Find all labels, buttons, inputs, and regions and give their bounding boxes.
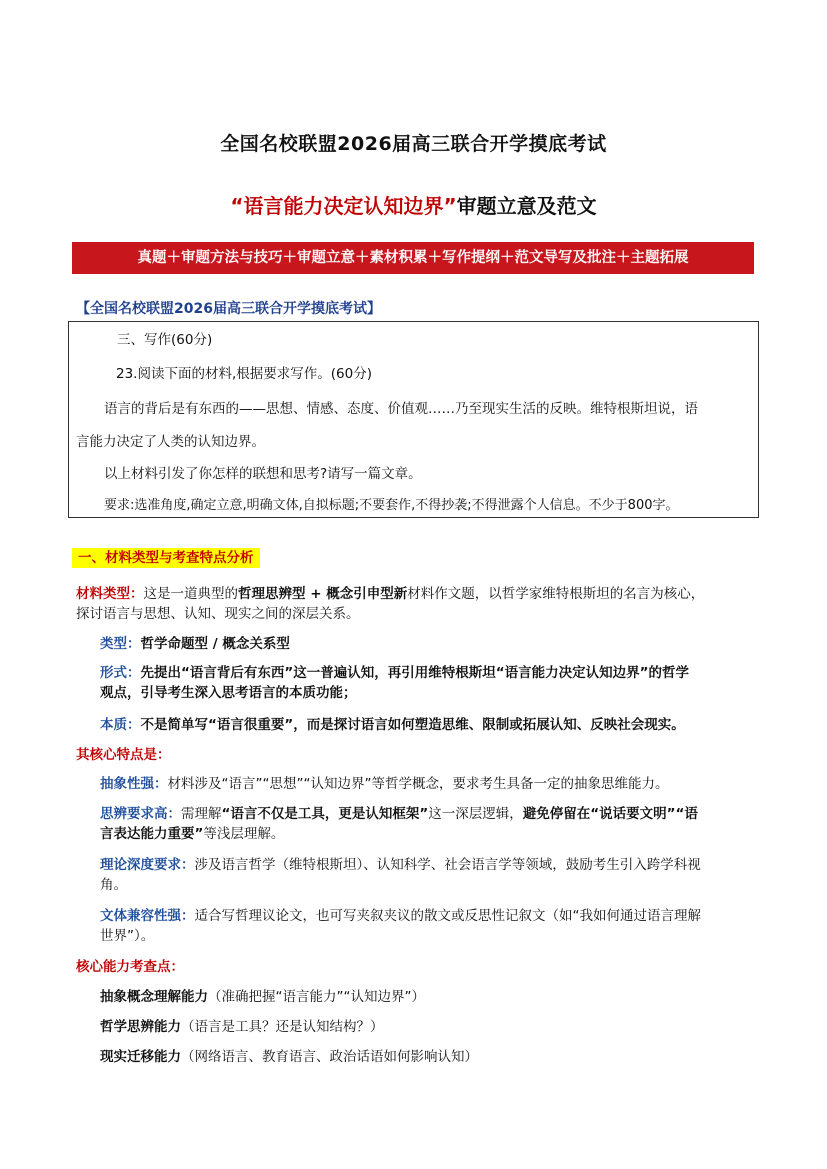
debate-text-a: 需理解: [181, 806, 222, 822]
theory-line2: 角。: [100, 877, 127, 893]
material-type-line1: [76, 584, 704, 604]
genre-line2: 世界”）。: [100, 928, 155, 944]
ability-2-label: 哲学思辨能力: [100, 1019, 181, 1035]
ability-2-text: （语言是工具？还是认知结构？）: [181, 1019, 384, 1035]
ability-item-3: [100, 1047, 478, 1067]
form-label: 形式：: [100, 665, 141, 681]
source-heading: 【全国名校联盟2026届高三联合开学摸底考试】: [76, 301, 381, 317]
material-line-1: 语言的背后是有东西的——思想、情感、态度、价值观……乃至现实生活的反映。维特根斯坦说，语: [104, 401, 698, 417]
debate-bold-2: 避免停留在“说话要文明”“语: [522, 806, 698, 822]
debate-bold-3: 言表达能力重要”: [100, 826, 204, 842]
question-ask: 以上材料引发了你怎样的联想和思考?请写一篇文章。: [104, 466, 422, 482]
form-line2: 观点，引导考生深入思考语言的本质功能；: [100, 685, 357, 701]
kind-line: [100, 634, 290, 654]
question-requirements: 要求:选准角度,确定立意,明确文体,自拟标题;不要套作,不得抄袭;不得泄露个人信息。不少于800字。: [104, 498, 679, 513]
material-type-text-a: 这是一道典型的: [143, 586, 238, 602]
ability-item-1: [100, 987, 425, 1007]
kind-text: 哲学命题型 / 概念关系型: [140, 636, 290, 652]
document-subtitle: [0, 190, 827, 219]
debate-text-c: 等浅层理解。: [203, 826, 285, 842]
material-type-text-b: 材料作文题，以哲学家维特根斯坦的名言为核心，: [407, 586, 705, 602]
debate-line1: [100, 804, 698, 824]
contents-banner: 真题＋审题方法与技巧＋审题立意＋素材积累＋写作提纲＋范文导写及批注＋主题拓展: [72, 242, 754, 274]
ability-heading: 核心能力考查点：: [76, 959, 184, 975]
genre-label: 文体兼容性强：: [100, 908, 195, 924]
abstract-line: [100, 774, 668, 794]
ability-1-label: 抽象概念理解能力: [100, 989, 208, 1005]
essence-text: 不是简单写“语言很重要”，而是探讨语言如何塑造思维、限制或拓展认知、反映社会现实。: [140, 717, 685, 733]
debate-line2: [100, 824, 284, 844]
question-prompt: 23.阅读下面的材料,根据要求写作。(60分): [116, 366, 372, 382]
kind-label: 类型：: [100, 636, 141, 652]
abstract-label: 抽象性强：: [100, 776, 168, 792]
subtitle-suffix: 审题立意及范文: [456, 194, 597, 218]
theory-line1: [100, 855, 701, 875]
genre-text-1: 适合写哲理议论文，也可写夹叙夹议的散文或反思性记叙文（如“我如何通过语言理解: [194, 908, 701, 924]
material-type-line2: 探讨语言与思想、认知、现实之间的深层关系。: [76, 606, 360, 622]
debate-label: 思辨要求高：: [100, 806, 181, 822]
core-heading: 其核心特点是：: [76, 747, 171, 763]
section-heading-1: 一、材料类型与考查特点分析: [72, 548, 260, 568]
question-section: 三、写作(60分): [117, 332, 213, 348]
theory-text-1: 涉及语言哲学（维特根斯坦）、认知科学、社会语言学等领域，鼓励考生引入跨学科视: [194, 857, 701, 873]
debate-text-b: 这一深层逻辑，: [428, 806, 523, 822]
subtitle-topic: “语言能力决定认知边界”: [230, 194, 457, 218]
document-title: 全国名校联盟2026届高三联合开学摸底考试: [220, 133, 607, 155]
essence-label: 本质：: [100, 717, 141, 733]
form-text-1: 先提出“语言背后有东西”这一普遍认知，再引用维特根斯坦“语言能力决定认知边界”的哲学: [140, 665, 689, 681]
ability-1-text: （准确把握“语言能力”“认知边界”）: [208, 989, 425, 1005]
material-type-label: 材料类型：: [76, 586, 144, 602]
theory-label: 理论深度要求：: [100, 857, 195, 873]
ability-3-label: 现实迁移能力: [100, 1049, 181, 1065]
abstract-text: 材料涉及“语言”“思想”“认知边界”等哲学概念，要求考生具备一定的抽象思维能力。: [167, 776, 669, 792]
ability-3-text: （网络语言、教育语言、政治话语如何影响认知）: [181, 1049, 478, 1065]
essence-line: [100, 715, 685, 735]
genre-line1: [100, 906, 701, 926]
material-type-bold: 哲理思辨型 + 概念引申型新: [238, 586, 408, 602]
question-box: [68, 321, 759, 518]
form-line1: [100, 663, 689, 683]
ability-item-2: [100, 1017, 384, 1037]
debate-bold: “语言不仅是工具，更是认知框架”: [221, 806, 429, 822]
material-line-2: 言能力决定了人类的认知边界。: [76, 434, 265, 450]
